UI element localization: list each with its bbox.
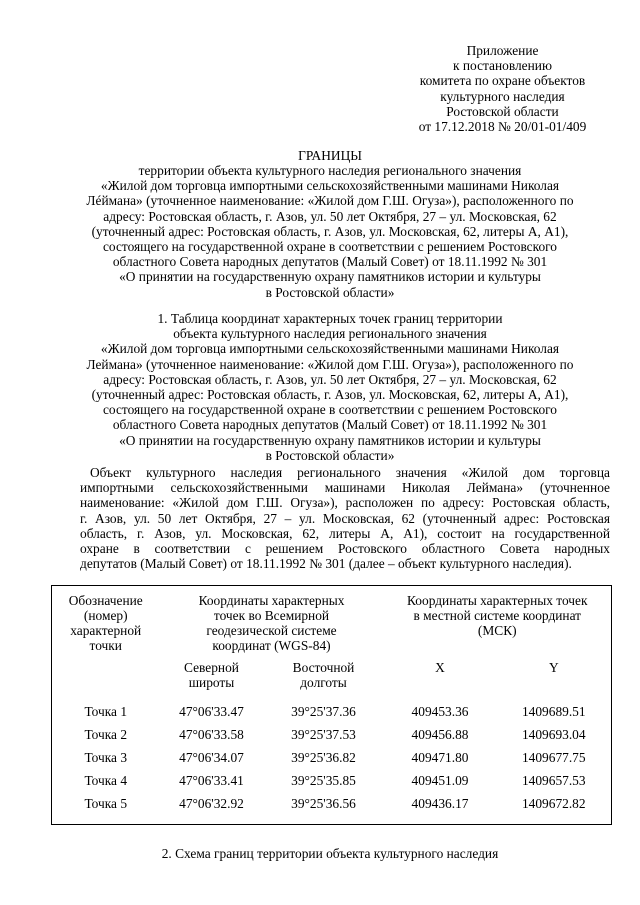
table-row bbox=[52, 746, 612, 769]
paragraph-line: наименование: «Жилой дом Г.Ш. Огуза»), расположен по адресу: Ростовская область, bbox=[80, 495, 610, 511]
appendix-line: Приложение bbox=[466, 43, 539, 58]
heading-line: адресу: Ростовская область, г. Азов, ул. 50 лет Октября, 27 – ул. Московская, 62 bbox=[103, 208, 557, 224]
section-1-line: Лейманa» (уточненное наименование: «Жилой дом Г.Ш. Огуза»), расположенного по bbox=[86, 356, 574, 372]
table-row bbox=[52, 769, 612, 792]
section-2-heading: 2. Схема границ территории объекта культурного наследия bbox=[161, 846, 499, 861]
subheader-east-longitude: Восточной долготы bbox=[292, 659, 355, 690]
heading-description bbox=[50, 163, 610, 300]
appendix-line: к постановлению bbox=[453, 58, 552, 74]
table-spacer-row bbox=[52, 690, 612, 700]
cell-east: 39°25'36.56 bbox=[291, 796, 356, 812]
header-msk-coordinates: Координаты характерных точек в местной системе координат (МСК) bbox=[407, 593, 588, 638]
paragraph-line: депутатов (Малый Совет) от 18.11.1992 № 301 (далее – объект культурного наследия). bbox=[80, 556, 572, 572]
cell-x: 409471.80 bbox=[411, 749, 469, 765]
object-description-paragraph bbox=[80, 465, 610, 571]
table-row bbox=[52, 723, 612, 746]
subheader-north-latitude: Северной широты bbox=[184, 659, 239, 690]
cell-north: 47°06'33.47 bbox=[179, 703, 244, 719]
cell-east: 39°25'37.53 bbox=[291, 726, 356, 742]
document-title-text: ГРАНИЦЫ bbox=[298, 148, 362, 163]
heading-line: территории объекта культурного наследия регионального значения bbox=[138, 163, 522, 178]
cell-north: 47°06'32.92 bbox=[179, 796, 244, 812]
header-point-designation: Обозначение (номер) характерной точки bbox=[68, 593, 143, 653]
cell-y: 1409657.53 bbox=[521, 773, 586, 789]
table-subheader-row bbox=[52, 658, 612, 690]
section-1-line: 1. Таблица координат характерных точек границ территории bbox=[157, 311, 503, 326]
paragraph-line: г. Азов, ул. 50 лет Октября, 27 – ул. Московская, 62 (уточненный адрес: Ростовская bbox=[80, 510, 610, 526]
subheader-x: X bbox=[435, 659, 445, 675]
section-1-line: (уточненный адрес: Ростовская область, г. Азов, ул. Московская, 62, литеры А, А1), bbox=[91, 387, 569, 403]
heading-line: (уточненный адрес: Ростовская область, г. Азов, ул. Московская, 62, литеры А, А1), bbox=[91, 223, 569, 239]
heading-line: «О принятии на государственную охрану памятников истории и культуры bbox=[119, 269, 541, 285]
subheader-empty bbox=[52, 658, 160, 690]
heading-line: Лéймана» (уточненное наименование: «Жилой дом Г.Ш. Огуза»), расположенного по bbox=[86, 193, 574, 209]
cell-y: 1409672.82 bbox=[521, 796, 586, 812]
paragraph-line: охране в соответствии с решением Ростовского областного Совета народных bbox=[80, 541, 610, 557]
cell-y: 1409677.75 bbox=[521, 749, 586, 765]
appendix-line: культурного наследия bbox=[440, 88, 565, 104]
cell-point: Точка 4 bbox=[84, 773, 128, 789]
section-1-line: «Жилой дом торговца импортными сельскохозяйственными машинами Николая bbox=[100, 341, 560, 357]
heading-line: «Жилой дом торговца импортными сельскохозяйственными машинами Николая bbox=[100, 178, 560, 194]
cell-point: Точка 3 bbox=[84, 749, 128, 765]
section-1-heading bbox=[50, 311, 610, 463]
appendix-block bbox=[395, 43, 610, 134]
section-1-line: «О принятии на государственную охрану памятников истории и культуры bbox=[119, 432, 541, 448]
paragraph-line: Объект культурного наследия регионального значения «Жилой дом торговца bbox=[90, 465, 610, 480]
section-1-line: состоящего на государственной охране в соответствии с решением Ростовского bbox=[102, 402, 558, 418]
cell-north: 47°06'33.58 bbox=[179, 726, 244, 742]
subheader-y: Y bbox=[548, 659, 559, 675]
cell-north: 47°06'34.07 bbox=[179, 749, 244, 765]
cell-y: 1409693.04 bbox=[521, 726, 586, 742]
heading-line: областного Совета народных депутатов (Малый Совет) от 18.11.1992 № 301 bbox=[112, 254, 548, 270]
section-1-line: в Ростовской области» bbox=[265, 447, 395, 463]
section-1-line: объекта культурного наследия регионального значения bbox=[173, 326, 487, 342]
cell-point: Точка 5 bbox=[84, 796, 128, 812]
section-1-line: областного Совета народных депутатов (Малый Совет) от 18.11.1992 № 301 bbox=[112, 417, 548, 433]
appendix-line: от 17.12.2018 № 20/01-01/409 bbox=[418, 119, 587, 135]
table-row bbox=[52, 700, 612, 723]
appendix-line: Ростовской области bbox=[446, 103, 559, 119]
cell-east: 39°25'37.36 bbox=[291, 703, 356, 719]
cell-point: Точка 2 bbox=[84, 726, 128, 742]
document-title bbox=[50, 148, 610, 163]
heading-line: состоящего на государственной охране в соответствии с решением Ростовского bbox=[102, 239, 558, 255]
cell-north: 47°06'33.41 bbox=[179, 773, 244, 789]
coordinates-table bbox=[51, 585, 612, 825]
header-wgs84-coordinates: Координаты характерных точек во Всемирной геодезической системе координат (WGS-84) bbox=[198, 593, 345, 653]
paragraph-line: область, г. Азов, ул. Московская, 62, литеры А, А1), состоит на государственной bbox=[80, 525, 610, 541]
appendix-line: комитета по охране объектов bbox=[419, 73, 586, 89]
table-row bbox=[52, 792, 612, 815]
cell-y: 1409689.51 bbox=[521, 703, 586, 719]
cell-x: 409456.88 bbox=[411, 726, 469, 742]
cell-x: 409451.09 bbox=[411, 773, 469, 789]
paragraph-line: импортными сельскохозяйственными машинами Николая Леймана» (уточненное bbox=[80, 480, 610, 496]
cell-x: 409436.17 bbox=[411, 796, 469, 812]
cell-east: 39°25'36.82 bbox=[291, 749, 356, 765]
cell-point: Точка 1 bbox=[84, 703, 128, 719]
section-1-line: адресу: Ростовская область, г. Азов, ул. 50 лет Октября, 27 – ул. Московская, 62 bbox=[103, 371, 557, 387]
heading-line: в Ростовской области» bbox=[265, 284, 395, 300]
cell-x: 409453.36 bbox=[411, 703, 469, 719]
table-spacer-row bbox=[52, 815, 612, 824]
cell-east: 39°25'35.85 bbox=[291, 773, 356, 789]
table-header-row bbox=[52, 586, 612, 658]
